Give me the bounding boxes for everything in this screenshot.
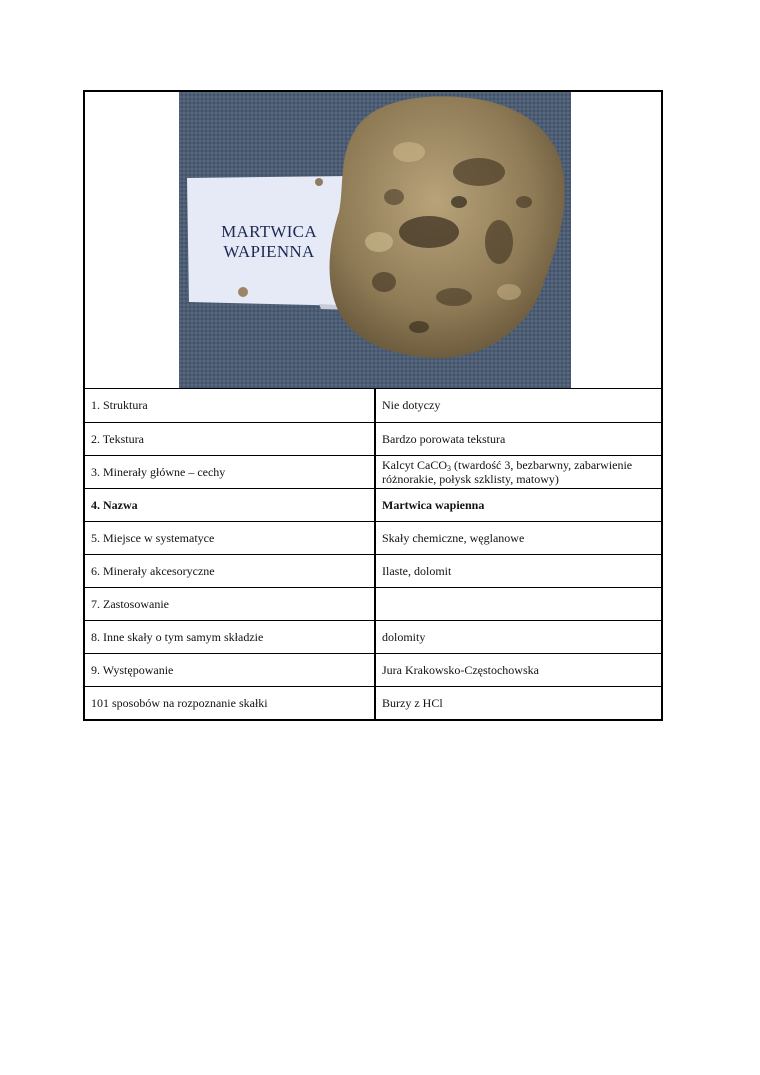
- value-sub: 3: [447, 463, 451, 473]
- table-row: [85, 422, 661, 455]
- row-key: 9. Występowanie: [85, 653, 375, 686]
- row-key: 5. Miejsce w systematyce: [85, 521, 375, 554]
- row-value: Bardzo porowata tekstura: [375, 422, 661, 455]
- row-key: 8. Inne skały o tym samym składzie: [85, 620, 375, 653]
- row-value: Jura Krakowsko-Częstochowska: [375, 653, 661, 686]
- row-key: 3. Minerały główne – cechy: [85, 455, 375, 488]
- row-value: Ilaste, dolomit: [375, 554, 661, 587]
- photo-label-line2: WAPIENNA: [223, 242, 315, 261]
- photo-label: [179, 222, 359, 262]
- value-post: (twardość 3, bezbarwny, zabarwienie różnorakie, połysk szklisty, matowy): [382, 457, 633, 486]
- table-row: [85, 521, 661, 554]
- row-key: 2. Tekstura: [85, 422, 375, 455]
- table-row: [85, 455, 661, 488]
- row-value: dolomity: [375, 620, 661, 653]
- table-row: [85, 653, 661, 686]
- photo-label-line1: MARTWICA: [221, 222, 317, 241]
- photo-cell: [85, 92, 661, 389]
- table-row: [85, 587, 661, 620]
- row-value: Burzy z HCl: [375, 686, 661, 719]
- value-pre: Kalcyt CaCO: [382, 457, 447, 472]
- row-value: Martwica wapienna: [375, 488, 661, 521]
- row-key: 101 sposobów na rozpoznanie skałki: [85, 686, 375, 719]
- table-row: [85, 620, 661, 653]
- row-key: 7. Zastosowanie: [85, 587, 375, 620]
- rock-card-table: [83, 90, 663, 721]
- row-value: Skały chemiczne, węglanowe: [375, 521, 661, 554]
- table-row: [85, 389, 661, 422]
- row-key: 4. Nazwa: [85, 488, 375, 521]
- row-value: [375, 587, 661, 620]
- row-value: [375, 455, 661, 488]
- row-key: 1. Struktura: [85, 389, 375, 422]
- row-key: 6. Minerały akcesoryczne: [85, 554, 375, 587]
- table-row: [85, 488, 661, 521]
- row-value: Nie dotyczy: [382, 398, 441, 413]
- properties-table: [85, 389, 661, 719]
- table-row: [85, 686, 661, 719]
- table-row: [85, 554, 661, 587]
